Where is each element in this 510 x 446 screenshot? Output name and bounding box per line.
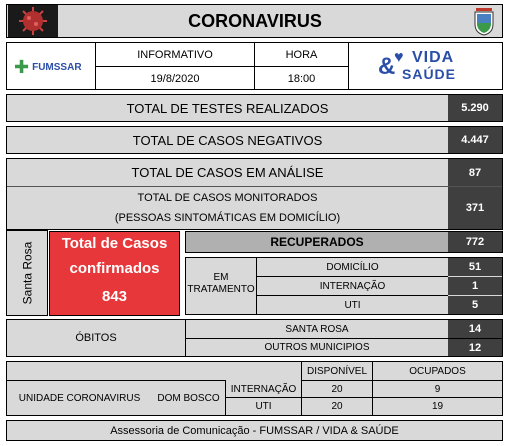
informativo-label: INFORMATIVO xyxy=(137,48,213,61)
fumssar-logo xyxy=(14,56,92,78)
uti-label: UTI xyxy=(344,299,361,311)
internacao-value: 1 xyxy=(448,277,502,295)
unidade-uti-label: UTI xyxy=(255,401,272,412)
page-title: CORONAVIRUS xyxy=(188,10,322,31)
monitorados-label-2: (PESSOAS SINTOMÁTICAS EM DOMICÍLIO) xyxy=(114,212,341,224)
obitos-outros-value: 12 xyxy=(448,339,502,356)
fumssar-text: FUMSSAR xyxy=(32,61,82,73)
testes-label: TOTAL DE TESTES REALIZADOS xyxy=(126,100,329,116)
santa-rosa-label: Santa Rosa xyxy=(20,241,34,305)
internacao-label: INTERNAÇÃO xyxy=(319,280,386,292)
confirmed-value: 843 xyxy=(101,287,128,305)
unidade-name: UNIDADE CORONAVIRUS xyxy=(18,392,141,404)
negativos-label: TOTAL DE CASOS NEGATIVOS xyxy=(132,132,323,148)
analise-value: 87 xyxy=(448,159,502,186)
analise-label: TOTAL DE CASOS EM ANÁLISE xyxy=(131,165,324,180)
obitos-outros-label: OUTROS MUNICIPIOS xyxy=(264,342,370,353)
unidade-uti-ocupados: 19 xyxy=(431,401,444,412)
unidade-internacao-label: INTERNAÇÃO xyxy=(230,383,297,395)
tratamento-label: EM TRATAMENTO xyxy=(187,272,255,295)
monitorados-label-1: TOTAL DE CASOS MONITORADOS xyxy=(137,192,318,204)
obitos-santa-rosa-label: SANTA ROSA xyxy=(285,323,349,335)
unidade-place: DOM BOSCO xyxy=(157,392,220,404)
time-value: 18:00 xyxy=(287,72,316,85)
amp-icon: & xyxy=(378,53,396,80)
heart-icon: ♥ xyxy=(394,49,404,66)
testes-value: 5.290 xyxy=(448,95,502,121)
footer-text: Assessoria de Comunicação - FUMSSAR / VIDA & SAÚDE xyxy=(110,424,399,437)
plus-icon: ✚ xyxy=(14,57,30,77)
unidade-internacao-disponivel: 20 xyxy=(331,383,343,395)
uti-value: 5 xyxy=(448,296,502,314)
ocupados-header: OCUPADOS xyxy=(409,365,466,377)
virus-icon xyxy=(8,5,58,37)
recuperados-value: 772 xyxy=(448,232,502,252)
vida-text: VIDA xyxy=(412,49,455,66)
hora-label: HORA xyxy=(285,48,318,61)
disponivel-header: DISPONÍVEL xyxy=(306,365,368,377)
domicilio-label: DOMICÍLIO xyxy=(326,261,379,273)
obitos-label: ÓBITOS xyxy=(75,332,117,344)
negativos-value: 4.447 xyxy=(448,127,502,153)
confirmed-line1: Total de Casos xyxy=(61,234,168,252)
monitorados-value: 371 xyxy=(448,187,502,229)
city-crest-icon xyxy=(473,6,495,36)
recuperados-label: RECUPERADOS xyxy=(270,235,364,249)
saude-text: SAÚDE xyxy=(402,66,457,82)
unidade-uti-disponivel: 20 xyxy=(331,401,343,412)
obitos-santa-rosa-value: 14 xyxy=(448,320,502,338)
confirmed-line2: confirmados xyxy=(69,259,160,277)
unidade-internacao-ocupados: 9 xyxy=(434,383,441,395)
date-value: 19/8/2020 xyxy=(150,72,200,85)
domicilio-value: 51 xyxy=(448,258,502,276)
vida-saude-logo xyxy=(378,47,478,85)
